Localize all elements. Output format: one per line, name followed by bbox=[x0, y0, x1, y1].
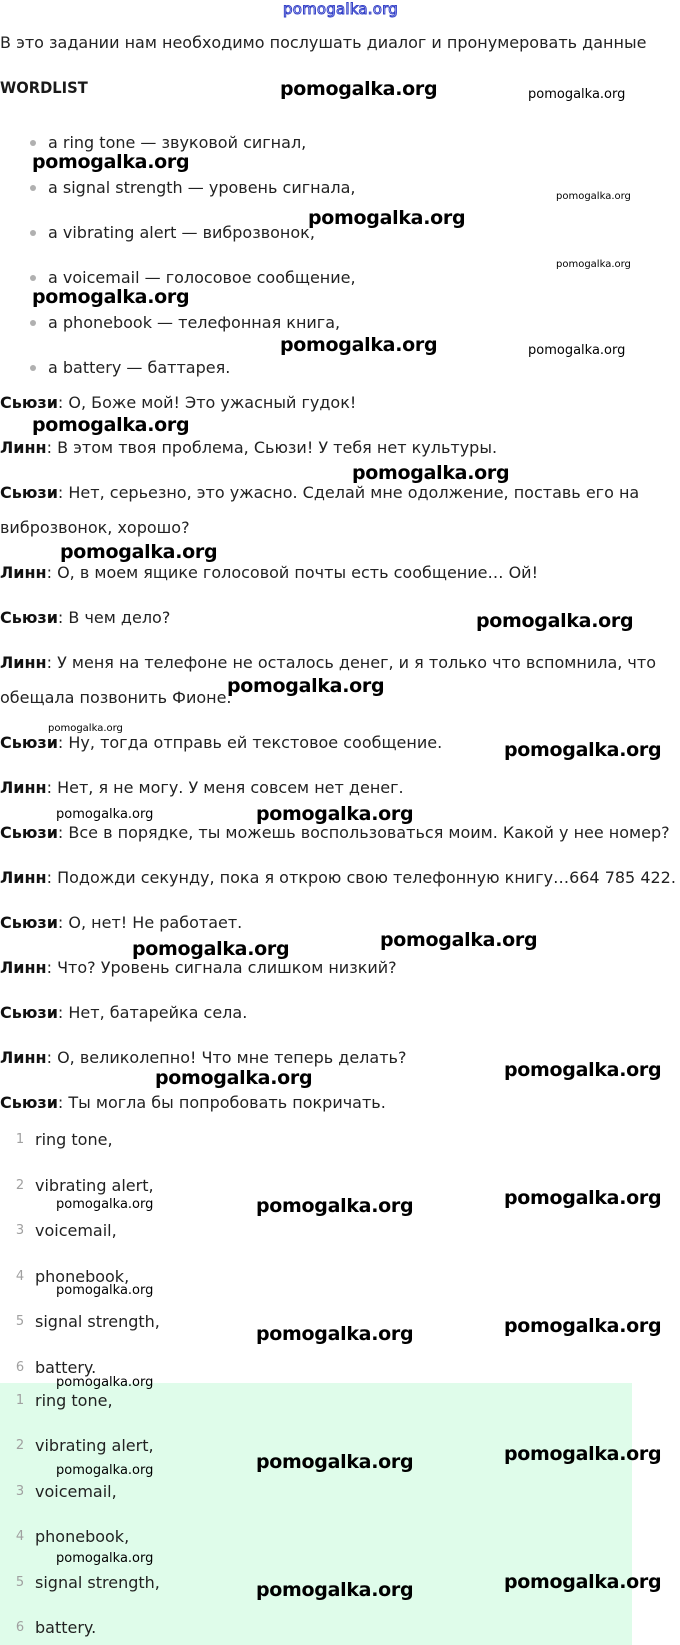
watermark: pomogalka.org bbox=[56, 1463, 154, 1478]
wordlist-item: a battery — баттарея. bbox=[30, 358, 230, 377]
watermark: pomogalka.org bbox=[280, 334, 438, 356]
list-number: 3 bbox=[15, 1223, 25, 1238]
dialogue-line: Линн: Подожди секунду, пока я открою свою телефонную книгу…664 785 422. bbox=[0, 868, 676, 887]
watermark: pomogalka.org bbox=[48, 723, 123, 734]
watermark: pomogalka.org bbox=[476, 610, 634, 632]
answer-number: 2 bbox=[15, 1438, 25, 1453]
watermark: pomogalka.org bbox=[256, 1579, 414, 1601]
speaker-name: Сьюзи bbox=[0, 823, 58, 842]
site-logo[interactable]: pomogalka.org bbox=[283, 0, 398, 18]
speaker-name: Линн bbox=[0, 563, 47, 582]
watermark: pomogalka.org bbox=[60, 541, 218, 563]
watermark: pomogalka.org bbox=[56, 1283, 154, 1298]
dialogue-line: Линн: О, великолепно! Что мне теперь делать? bbox=[0, 1048, 407, 1067]
dialogue-line: Сьюзи: О, Боже мой! Это ужасный гудок! bbox=[0, 393, 357, 412]
dialogue-line: Линн: Нет, я не могу. У меня совсем нет денег. bbox=[0, 778, 404, 797]
dialogue-line: Сьюзи: Ну, тогда отправь ей текстовое сообщение. bbox=[0, 733, 443, 752]
bullet-icon bbox=[30, 230, 36, 236]
watermark: pomogalka.org bbox=[155, 1067, 313, 1089]
answer-number: 1 bbox=[15, 1393, 25, 1408]
bullet-icon bbox=[30, 140, 36, 146]
watermark: pomogalka.org bbox=[528, 343, 626, 358]
watermark: pomogalka.org bbox=[256, 1451, 414, 1473]
wordlist-item: a vibrating alert — виброзвонок, bbox=[30, 223, 315, 242]
speaker-name: Линн bbox=[0, 1048, 47, 1067]
dialogue-line: Линн: Что? Уровень сигнала слишком низкий? bbox=[0, 958, 397, 977]
wordlist-item: a ring tone — звуковой сигнал, bbox=[30, 133, 306, 152]
wordlist-item: a signal strength — уровень сигнала, bbox=[30, 178, 356, 197]
watermark: pomogalka.org bbox=[556, 259, 631, 270]
watermark: pomogalka.org bbox=[504, 1571, 662, 1593]
list-number: 5 bbox=[15, 1314, 25, 1329]
watermark: pomogalka.org bbox=[308, 207, 466, 229]
wordlist-item: a voicemail — голосовое сообщение, bbox=[30, 268, 356, 287]
speaker-name: Линн bbox=[0, 653, 47, 672]
dialogue-line: Линн: В этом твоя проблема, Сьюзи! У тебя нет культуры. bbox=[0, 438, 498, 457]
speaker-name: Сьюзи bbox=[0, 393, 58, 412]
dialogue-line: Сьюзи: Нет, батарейка села. bbox=[0, 1003, 248, 1022]
watermark: pomogalka.org bbox=[504, 1443, 662, 1465]
list-number: 1 bbox=[15, 1132, 25, 1147]
list-item: battery. bbox=[35, 1358, 97, 1377]
list-item: signal strength, bbox=[35, 1312, 160, 1331]
dialogue-line: Сьюзи: Нет, серьезно, это ужасно. Сделай мне одолжение, поставь его на bbox=[0, 483, 640, 502]
watermark: pomogalka.org bbox=[528, 87, 626, 102]
answer-item: phonebook, bbox=[35, 1527, 130, 1546]
bullet-icon bbox=[30, 320, 36, 326]
wordlist-item: a phonebook — телефонная книга, bbox=[30, 313, 340, 332]
dialogue-line: Линн: У меня на телефоне не осталось денег, и я только что вспомнила, что bbox=[0, 653, 656, 672]
list-number: 2 bbox=[15, 1178, 25, 1193]
watermark: pomogalka.org bbox=[32, 286, 190, 308]
list-item: voicemail, bbox=[35, 1221, 117, 1240]
bullet-icon bbox=[30, 365, 36, 371]
watermark: pomogalka.org bbox=[256, 1323, 414, 1345]
list-item: phonebook, bbox=[35, 1267, 130, 1286]
dialogue-line: Сьюзи: Ты могла бы попробовать покричать. bbox=[0, 1093, 386, 1112]
watermark: pomogalka.org bbox=[56, 1375, 154, 1390]
answer-item: vibrating alert, bbox=[35, 1436, 154, 1455]
speaker-name: Сьюзи bbox=[0, 733, 58, 752]
dialogue-line: виброзвонок, хорошо? bbox=[0, 518, 190, 537]
bullet-icon bbox=[30, 275, 36, 281]
speaker-name: Линн bbox=[0, 868, 47, 887]
watermark: pomogalka.org bbox=[56, 1551, 154, 1566]
list-item: vibrating alert, bbox=[35, 1176, 154, 1195]
watermark: pomogalka.org bbox=[380, 929, 538, 951]
dialogue-line: Сьюзи: О, нет! Не работает. bbox=[0, 913, 243, 932]
watermark: pomogalka.org bbox=[256, 1195, 414, 1217]
list-number: 6 bbox=[15, 1360, 25, 1375]
task-intro: В это задании нам необходимо послушать диалог и пронумеровать данные bbox=[0, 33, 647, 52]
speaker-name: Линн bbox=[0, 778, 47, 797]
list-item: ring tone, bbox=[35, 1130, 113, 1149]
answer-item: battery. bbox=[35, 1618, 97, 1637]
speaker-name: Сьюзи bbox=[0, 913, 58, 932]
answer-number: 4 bbox=[15, 1529, 25, 1544]
speaker-name: Линн bbox=[0, 438, 47, 457]
watermark: pomogalka.org bbox=[256, 803, 414, 825]
wordlist-heading: WORDLIST bbox=[0, 78, 88, 97]
dialogue-line: обещала позвонить Фионе. bbox=[0, 688, 232, 707]
watermark: pomogalka.org bbox=[504, 1059, 662, 1081]
answer-number: 6 bbox=[15, 1620, 25, 1635]
watermark: pomogalka.org bbox=[132, 938, 290, 960]
dialogue-line: Сьюзи: В чем дело? bbox=[0, 608, 171, 627]
speaker-name: Сьюзи bbox=[0, 483, 58, 502]
watermark: pomogalka.org bbox=[504, 739, 662, 761]
answer-number: 5 bbox=[15, 1575, 25, 1590]
list-number: 4 bbox=[15, 1269, 25, 1284]
watermark: pomogalka.org bbox=[227, 675, 385, 697]
speaker-name: Линн bbox=[0, 958, 47, 977]
speaker-name: Сьюзи bbox=[0, 1003, 58, 1022]
watermark: pomogalka.org bbox=[32, 414, 190, 436]
answer-number: 3 bbox=[15, 1484, 25, 1499]
dialogue-line: Сьюзи: Все в порядке, ты можешь воспользоваться моим. Какой у нее номер? bbox=[0, 823, 670, 842]
watermark: pomogalka.org bbox=[56, 807, 154, 822]
speaker-name: Сьюзи bbox=[0, 608, 58, 627]
answer-item: voicemail, bbox=[35, 1482, 117, 1501]
watermark: pomogalka.org bbox=[352, 462, 510, 484]
watermark: pomogalka.org bbox=[280, 78, 438, 100]
watermark: pomogalka.org bbox=[504, 1315, 662, 1337]
watermark: pomogalka.org bbox=[504, 1187, 662, 1209]
dialogue-line: Линн: О, в моем ящике голосовой почты есть сообщение… Ой! bbox=[0, 563, 538, 582]
answer-item: ring tone, bbox=[35, 1391, 113, 1410]
watermark: pomogalka.org bbox=[32, 151, 190, 173]
answer-item: signal strength, bbox=[35, 1573, 160, 1592]
speaker-name: Сьюзи bbox=[0, 1093, 58, 1112]
watermark: pomogalka.org bbox=[56, 1197, 154, 1212]
bullet-icon bbox=[30, 185, 36, 191]
watermark: pomogalka.org bbox=[556, 191, 631, 202]
answer-block bbox=[0, 1383, 632, 1645]
